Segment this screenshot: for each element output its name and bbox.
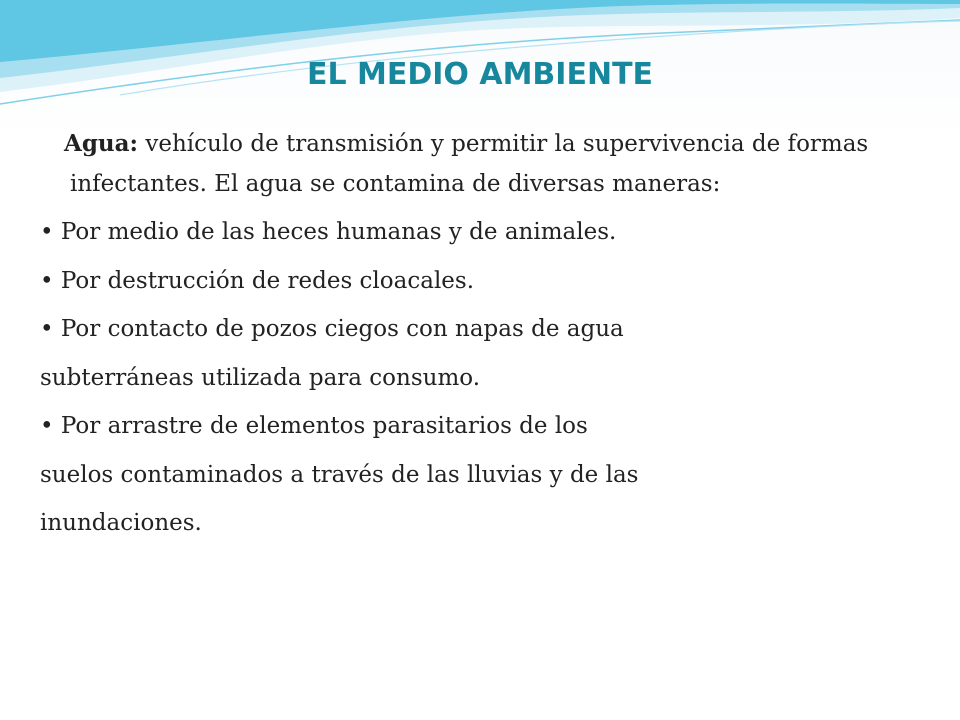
intro-label: Agua:	[64, 130, 139, 157]
bullet-list	[40, 208, 930, 548]
slide-title: EL MEDIO AMBIENTE	[306, 57, 654, 92]
bullet-line-3: • Por contacto de pozos ciegos con napas de agua	[40, 316, 624, 342]
bullet-line-1: • Por medio de las heces humanas y de animales.	[40, 219, 617, 245]
bullet-line-4: • Por arrastre de elementos parasitarios de los	[40, 413, 588, 439]
intro-paragraph	[40, 124, 930, 204]
bullet-line-4-continued-2: inundaciones.	[40, 510, 202, 536]
bullet-line-4-continued: suelos contaminados a través de las lluvias y de las	[40, 461, 639, 488]
intro-text: vehículo de transmisión y permitir la supervivencia de formas infectantes. El agua se contamina de diversas maneras:	[70, 131, 869, 197]
bullet-line-2: • Por destrucción de redes cloacales.	[40, 267, 475, 294]
bullet-line-3-continued: subterráneas utilizada para consumo.	[40, 364, 481, 391]
slide-content	[40, 124, 930, 548]
